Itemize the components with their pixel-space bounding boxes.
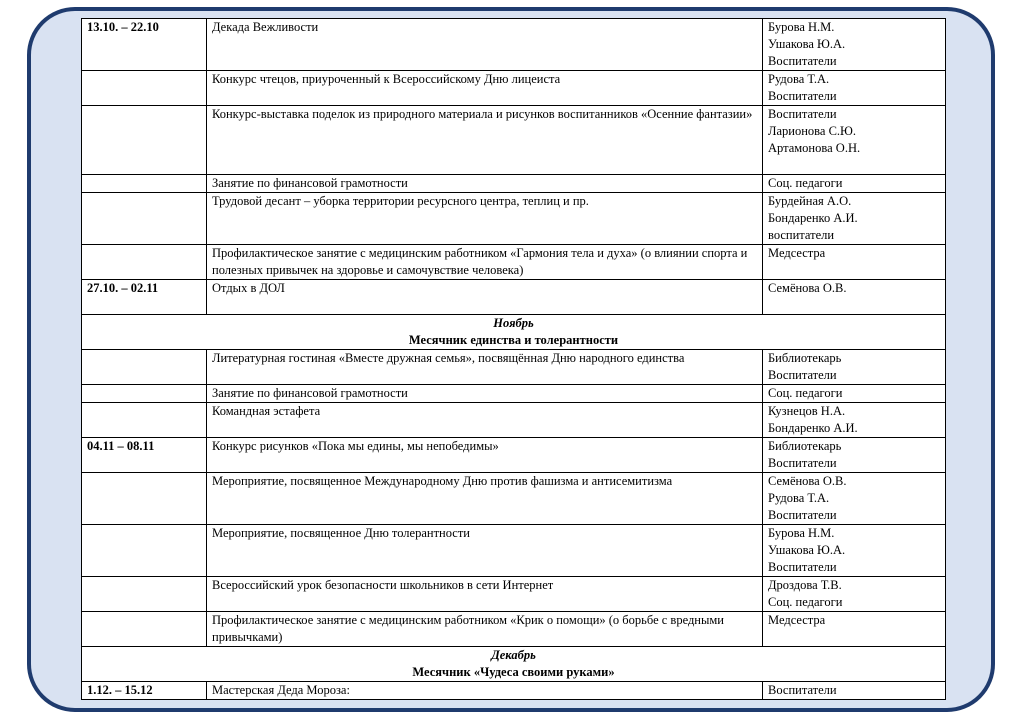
- responsible-cell: [763, 106, 946, 175]
- responsible-cell: [763, 245, 946, 280]
- event-cell: Мероприятие, посвященное Дню толерантности: [207, 525, 763, 577]
- section-theme: Месячник «Чудеса своими руками»: [412, 665, 615, 679]
- table-row: [82, 19, 946, 71]
- responsible-cell: [763, 473, 946, 525]
- responsible-person: Бурова Н.М.: [768, 526, 835, 540]
- table-row: [82, 193, 946, 245]
- table-row: [82, 525, 946, 577]
- table-row: [82, 245, 946, 280]
- responsible-person: Артамонова О.Н.: [768, 141, 861, 155]
- responsible-person: Ларионова С.Ю.: [768, 124, 857, 138]
- responsible-cell: [763, 19, 946, 71]
- responsible-person: Воспитатели: [768, 89, 837, 103]
- date-cell: [82, 577, 207, 612]
- date-cell: 27.10. – 02.11: [82, 280, 207, 315]
- responsible-cell: [763, 385, 946, 403]
- responsible-cell: [763, 403, 946, 438]
- table-row: [82, 577, 946, 612]
- table-row: [82, 106, 946, 175]
- event-cell: Конкурс рисунков «Пока мы едины, мы непобедимы»: [207, 438, 763, 473]
- date-cell: [82, 71, 207, 106]
- event-cell: Декада Вежливости: [207, 19, 763, 71]
- event-cell: Мастерская Деда Мороза:: [207, 682, 763, 700]
- section-header: [82, 315, 946, 350]
- date-cell: [82, 193, 207, 245]
- schedule-body: [82, 19, 946, 700]
- responsible-person: [768, 629, 940, 646]
- date-cell: [82, 385, 207, 403]
- section-month: Ноябрь: [493, 316, 534, 330]
- responsible-person: Воспитатели: [768, 456, 837, 470]
- date-cell: [82, 473, 207, 525]
- schedule-table: [81, 18, 946, 700]
- date-cell: [82, 106, 207, 175]
- table-row: [82, 350, 946, 385]
- table-row: [82, 175, 946, 193]
- event-cell: Занятие по финансовой грамотности: [207, 175, 763, 193]
- event-cell: Профилактическое занятие с медицинским работником «Крик о помощи» (о борьбе с вредными привычками): [207, 612, 763, 647]
- event-cell: Отдых в ДОЛ: [207, 280, 763, 315]
- event-cell: Мероприятие, посвященное Международному Дню против фашизма и антисемитизма: [207, 473, 763, 525]
- responsible-person: Медсестра: [768, 246, 826, 260]
- event-cell: Профилактическое занятие с медицинским работником «Гармония тела и духа» (о влиянии спорта и полезных привычек на здоровье и самочувствие человека): [207, 245, 763, 280]
- responsible-cell: [763, 71, 946, 106]
- event-cell: Конкурс чтецов, приуроченный к Всероссийскому Дню лицеиста: [207, 71, 763, 106]
- responsible-person: Воспитатели: [768, 683, 837, 697]
- date-cell: [82, 175, 207, 193]
- responsible-person: Ушакова Ю.А.: [768, 37, 846, 51]
- table-row: [82, 473, 946, 525]
- responsible-person: Библиотекарь: [768, 439, 842, 453]
- responsible-cell: [763, 350, 946, 385]
- event-cell: Трудовой десант – уборка территории ресурсного центра, теплиц и пр.: [207, 193, 763, 245]
- event-cell: Занятие по финансовой грамотности: [207, 385, 763, 403]
- responsible-person: Библиотекарь: [768, 351, 842, 365]
- table-row: [82, 385, 946, 403]
- section-theme: Месячник единства и толерантности: [408, 333, 619, 347]
- date-cell: 04.11 – 08.11: [82, 438, 207, 473]
- responsible-cell: [763, 525, 946, 577]
- responsible-person: Рудова Т.А.: [768, 491, 830, 505]
- date-cell: 13.10. – 22.10: [82, 19, 207, 71]
- responsible-person: Бурдейная А.О.: [768, 194, 852, 208]
- responsible-person: Соц. педагоги: [768, 595, 843, 609]
- section-month: Декабрь: [491, 648, 536, 662]
- section-row: [82, 647, 946, 682]
- responsible-person: Бондаренко А.И.: [768, 211, 858, 225]
- responsible-person: Воспитатели: [768, 560, 837, 574]
- date-cell: [82, 350, 207, 385]
- responsible-person: Семёнова О.В.: [768, 474, 847, 488]
- event-cell: Литературная гостиная «Вместе дружная семья», посвящённая Дню народного единства: [207, 350, 763, 385]
- table-row: [82, 612, 946, 647]
- responsible-person: Воспитатели: [768, 508, 837, 522]
- responsible-person: Воспитатели: [768, 368, 837, 382]
- table-row: [82, 438, 946, 473]
- responsible-person: Воспитатели: [768, 54, 837, 68]
- date-cell: [82, 525, 207, 577]
- table-row: [82, 280, 946, 315]
- responsible-person: Кузнецов Н.А.: [768, 404, 846, 418]
- responsible-person: воспитатели: [768, 228, 835, 242]
- responsible-cell: [763, 193, 946, 245]
- responsible-person: Соц. педагоги: [768, 386, 843, 400]
- date-cell: [82, 612, 207, 647]
- responsible-cell: [763, 612, 946, 647]
- responsible-cell: [763, 682, 946, 700]
- table-row: [82, 682, 946, 700]
- responsible-person: Дроздова Т.В.: [768, 578, 842, 592]
- event-cell: Всероссийский урок безопасности школьников в сети Интернет: [207, 577, 763, 612]
- date-cell: [82, 245, 207, 280]
- date-cell: [82, 403, 207, 438]
- section-header: [82, 647, 946, 682]
- responsible-person: Бурова Н.М.: [768, 20, 835, 34]
- date-cell: 1.12. – 15.12: [82, 682, 207, 700]
- responsible-person: Соц. педагоги: [768, 176, 843, 190]
- responsible-cell: [763, 175, 946, 193]
- responsible-cell: [763, 280, 946, 315]
- responsible-cell: [763, 438, 946, 473]
- event-cell: Конкурс-выставка поделок из природного материала и рисунков воспитанников «Осенние фантазии»: [207, 106, 763, 175]
- responsible-person: Воспитатели: [768, 107, 837, 121]
- responsible-person: Рудова Т.А.: [768, 72, 830, 86]
- responsible-person: Бондаренко А.И.: [768, 421, 858, 435]
- section-row: [82, 315, 946, 350]
- responsible-person: Медсестра: [768, 613, 826, 627]
- responsible-person: Семёнова О.В.: [768, 281, 847, 295]
- responsible-person: [768, 297, 940, 314]
- responsible-cell: [763, 577, 946, 612]
- responsible-person: Ушакова Ю.А.: [768, 543, 846, 557]
- page-frame: [27, 7, 995, 712]
- table-row: [82, 71, 946, 106]
- responsible-person: [768, 157, 940, 174]
- table-row: [82, 403, 946, 438]
- event-cell: Командная эстафета: [207, 403, 763, 438]
